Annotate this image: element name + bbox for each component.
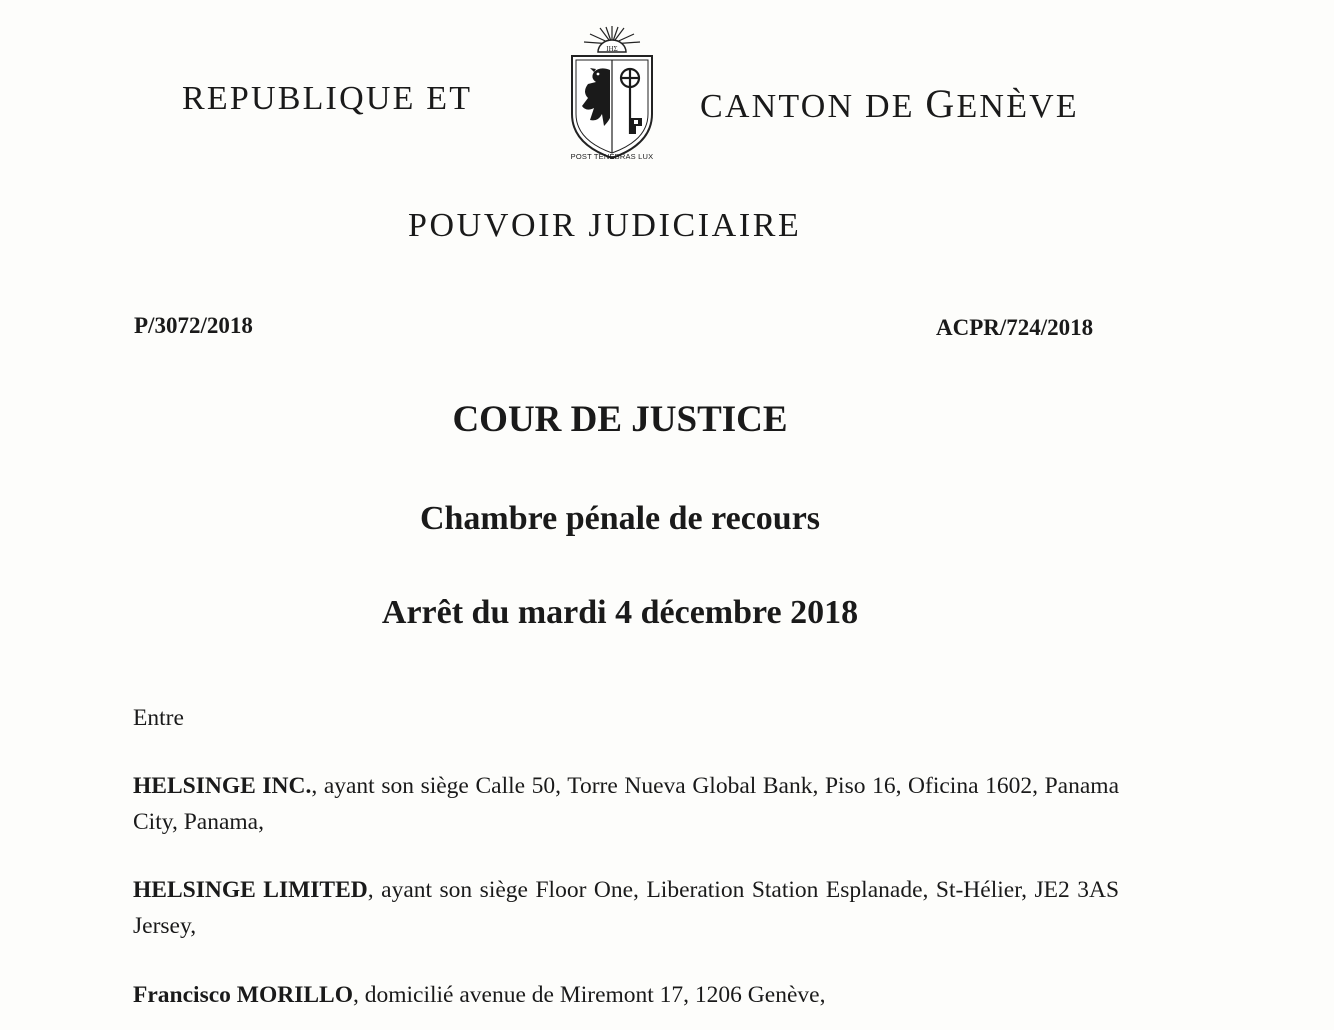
header-left: REPUBLIQUE ET [182, 80, 473, 117]
intro-text: Entre [133, 705, 184, 731]
header-right-cap: G [925, 81, 957, 126]
party-paragraph [133, 872, 1119, 944]
party-details: , domicilié avenue de Miremont 17, 1206 Genève, [352, 982, 826, 1008]
case-reference-left: P/3072/2018 [134, 313, 253, 338]
party-details: , ayant son siège Calle 50, Torre Nueva Global Bank, Piso 16, Oficina 1602, Panama City, Panama, [133, 773, 1120, 835]
header-right-rest: ENÈVE [956, 88, 1079, 125]
party-name: Francisco MORILLO [133, 982, 353, 1008]
header-right [700, 80, 1079, 127]
party-paragraph [133, 977, 1119, 1013]
subtitle: POUVOIR JUDICIAIRE [408, 207, 802, 244]
crest-motto: POST TENEBRAS LUX [570, 152, 654, 161]
court-title: COUR DE JUSTICE [452, 399, 788, 440]
party-details: , ayant son siège Floor One, Liberation Station Esplanade, St-Hélier, JE2 3AS Jersey, [133, 877, 1120, 939]
case-reference-right: ACPR/724/2018 [936, 315, 1094, 340]
party-name: HELSINGE LIMITED [133, 877, 368, 903]
chamber-title: Chambre pénale de recours [419, 500, 821, 537]
svg-text:IHΣ: IHΣ [606, 45, 618, 53]
party-paragraph [133, 768, 1119, 840]
geneva-coat-of-arms-icon [560, 22, 664, 168]
header-right-prefix: CANTON DE [700, 88, 926, 125]
party-name: HELSINGE INC. [133, 773, 312, 799]
decision-date: Arrêt du mardi 4 décembre 2018 [381, 594, 859, 631]
